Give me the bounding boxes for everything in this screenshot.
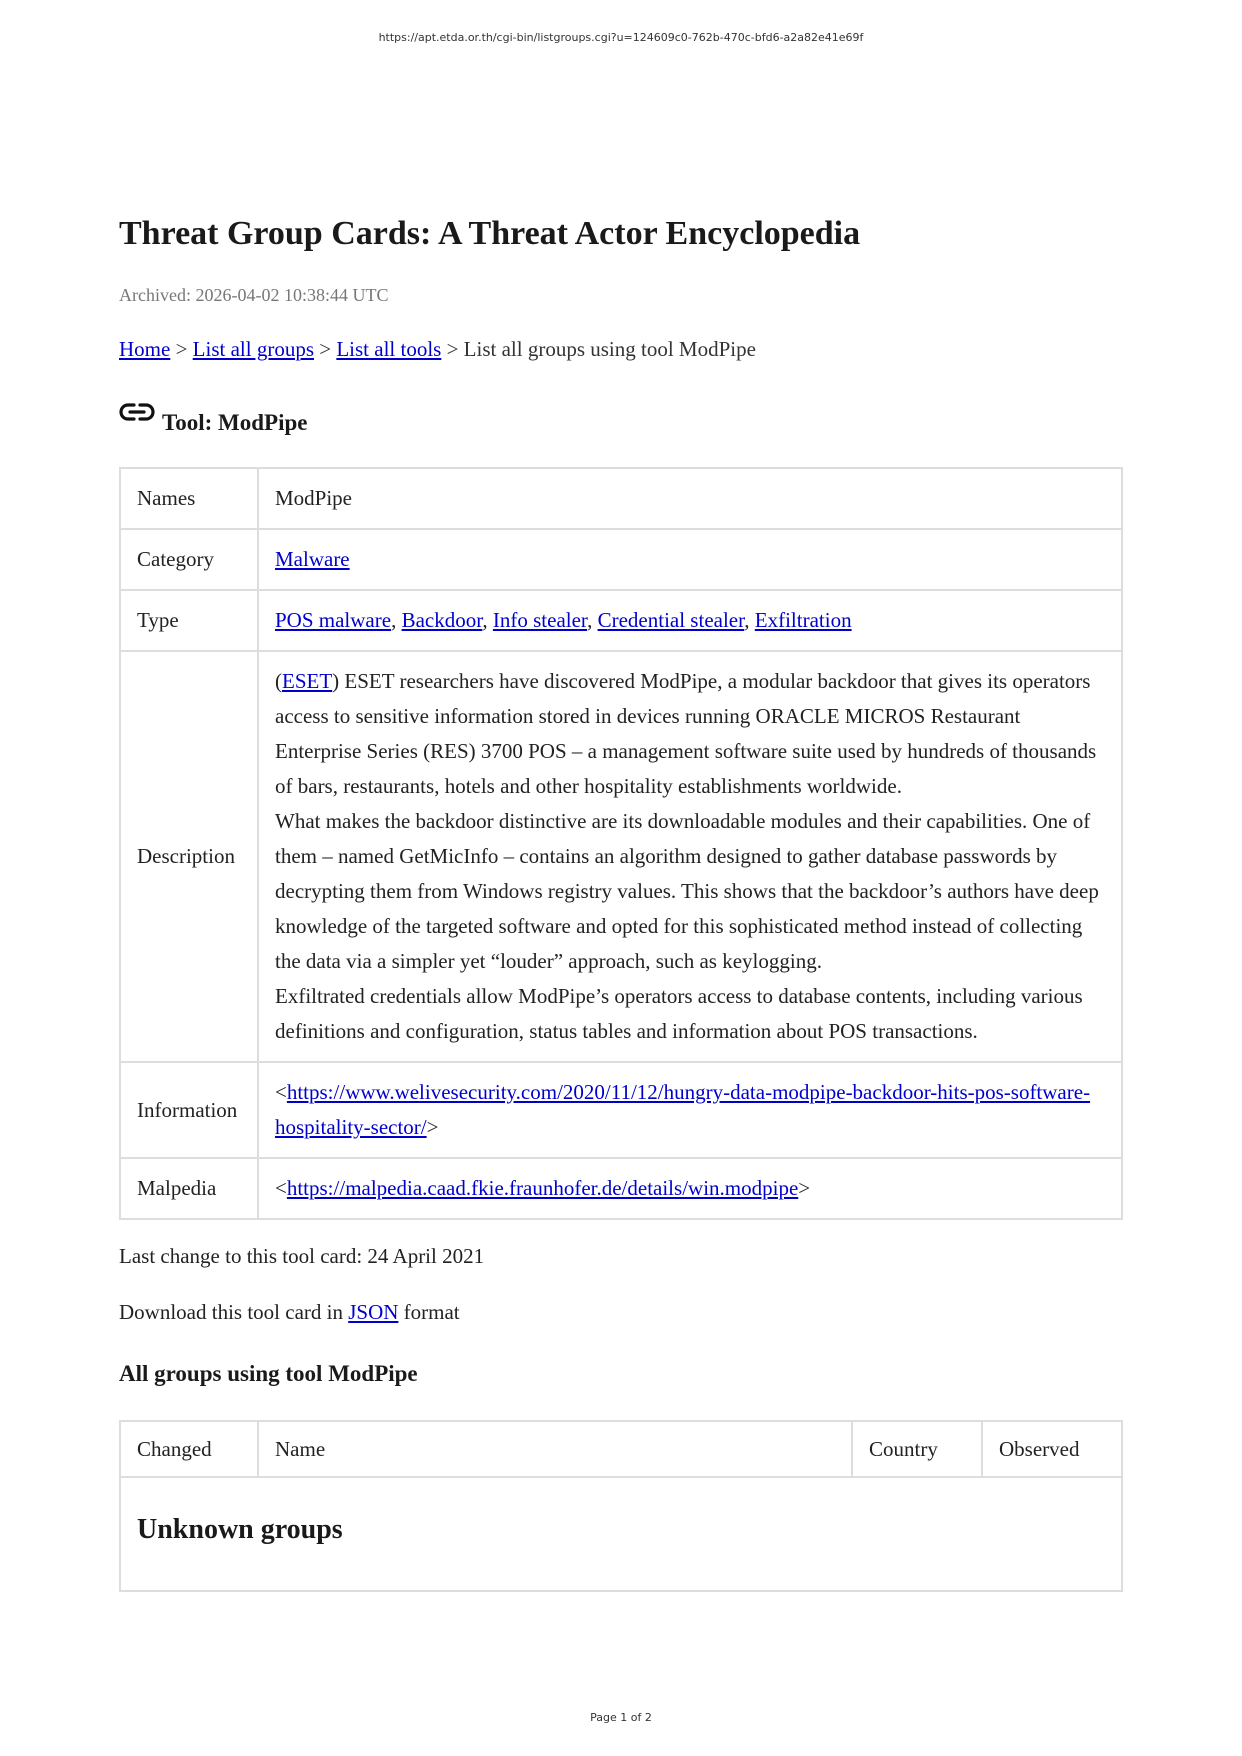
malpedia-cell [258,1158,1122,1219]
table-row-malpedia [120,1158,1122,1219]
breadcrumb-separator: > [314,337,337,361]
description-cell [258,651,1122,1062]
names-value: ModPipe [258,468,1122,529]
type-link-exfiltration[interactable]: Exfiltration [754,608,852,632]
angle-bracket: > [426,1115,439,1139]
breadcrumb-separator: > [170,337,193,361]
information-url-link[interactable]: https://www.welivesecurity.com/2020/11/12/hungry-data-modpipe-backdoor-hits-pos-software-hospitality-sector/ [275,1080,1091,1139]
type-link-credential-stealer[interactable]: Credential stealer [597,608,745,632]
table-header-row [120,1421,1122,1477]
column-header-country: Country [852,1421,982,1477]
page-title: Threat Group Cards: A Threat Actor Encyclopedia [119,215,861,252]
page-number: Page 1 of 2 [590,1711,652,1724]
malpedia-url-link[interactable]: https://malpedia.caad.fkie.fraunhofer.de/details/win.modpipe [286,1176,799,1200]
table-row-information [120,1062,1122,1158]
column-header-name: Name [258,1421,852,1477]
angle-bracket: < [275,1176,287,1200]
download-line [119,1300,460,1325]
table-row [120,1477,1122,1591]
description-text-3: Exfiltrated credentials allow ModPipe’s operators access to database contents, including various definitions and configuration, status tables and information about POS transactions. [275,984,1083,1043]
description-source-link[interactable]: ESET [282,669,333,693]
type-separator: , [391,608,402,632]
category-cell [258,529,1122,590]
table-row-description [120,651,1122,1062]
type-label: Type [120,590,258,651]
category-malware-link[interactable]: Malware [275,547,350,571]
description-paragraph [275,664,1105,804]
type-link-backdoor[interactable]: Backdoor [401,608,483,632]
type-link-info-stealer[interactable]: Info stealer [492,608,588,632]
last-change-text: Last change to this tool card: 24 April 2021 [119,1244,485,1268]
breadcrumb-list-tools-link[interactable]: List all tools [336,337,442,361]
names-label: Names [120,468,258,529]
download-prefix: Download this tool card in [119,1300,349,1324]
link-icon [119,400,155,424]
column-header-changed: Changed [120,1421,258,1477]
malpedia-label: Malpedia [120,1158,258,1219]
description-text-2: What makes the backdoor distinctive are its downloadable modules and their capabilities. One of them – named GetMicInfo – contains an algorithm designed to gather database passwords by decrypting them from Windows registry values. This shows that the backdoor’s authors have deep knowledge of the targeted software and opted for this sophisticated method instead of collecting the data via a simpler yet “louder” approach, such as keylogging. [275,809,1099,973]
type-link-pos-malware[interactable]: POS malware [275,608,392,632]
description-label: Description [120,651,258,1062]
type-separator: , [482,608,493,632]
unknown-groups-label: Unknown groups [120,1477,1122,1591]
groups-heading: All groups using tool ModPipe [119,1361,418,1386]
table-row-category [120,529,1122,590]
type-separator: , [587,608,598,632]
tool-heading-label: Tool: ModPipe [162,410,308,435]
breadcrumb-current: > List all groups using tool ModPipe [441,337,756,361]
groups-table [119,1420,1123,1592]
json-download-link[interactable]: JSON [348,1300,399,1324]
breadcrumb-home-link[interactable]: Home [119,337,171,361]
category-label: Category [120,529,258,590]
breadcrumb-list-groups-link[interactable]: List all groups [192,337,314,361]
table-row-type [120,590,1122,651]
table-row-names [120,468,1122,529]
information-cell [258,1062,1122,1158]
information-label: Information [120,1062,258,1158]
type-separator: , [744,608,755,632]
angle-bracket: > [798,1176,811,1200]
breadcrumb [119,337,756,362]
print-header-url: https://apt.etda.or.th/cgi-bin/listgroups.cgi?u=124609c0-762b-470c-bfd6-a2a82e41e69f [378,31,864,44]
download-suffix: format [398,1300,460,1324]
type-cell [258,590,1122,651]
paren: ( [275,669,282,693]
paren: ) [332,669,345,693]
archived-timestamp: Archived: 2026-04-02 10:38:44 UTC [119,285,389,305]
description-text-1: ESET researchers have discovered ModPipe, a modular backdoor that gives its operators access to sensitive information stored in devices running ORACLE MICROS Restaurant Enterprise Series (RES) 3700 POS – a management software suite used by hundreds of thousands of bars, restaurants, hotels and other hospitality establishments worldwide. [275,669,1097,798]
tool-info-table [119,467,1123,1220]
angle-bracket: < [275,1080,287,1104]
column-header-observed: Observed [982,1421,1122,1477]
